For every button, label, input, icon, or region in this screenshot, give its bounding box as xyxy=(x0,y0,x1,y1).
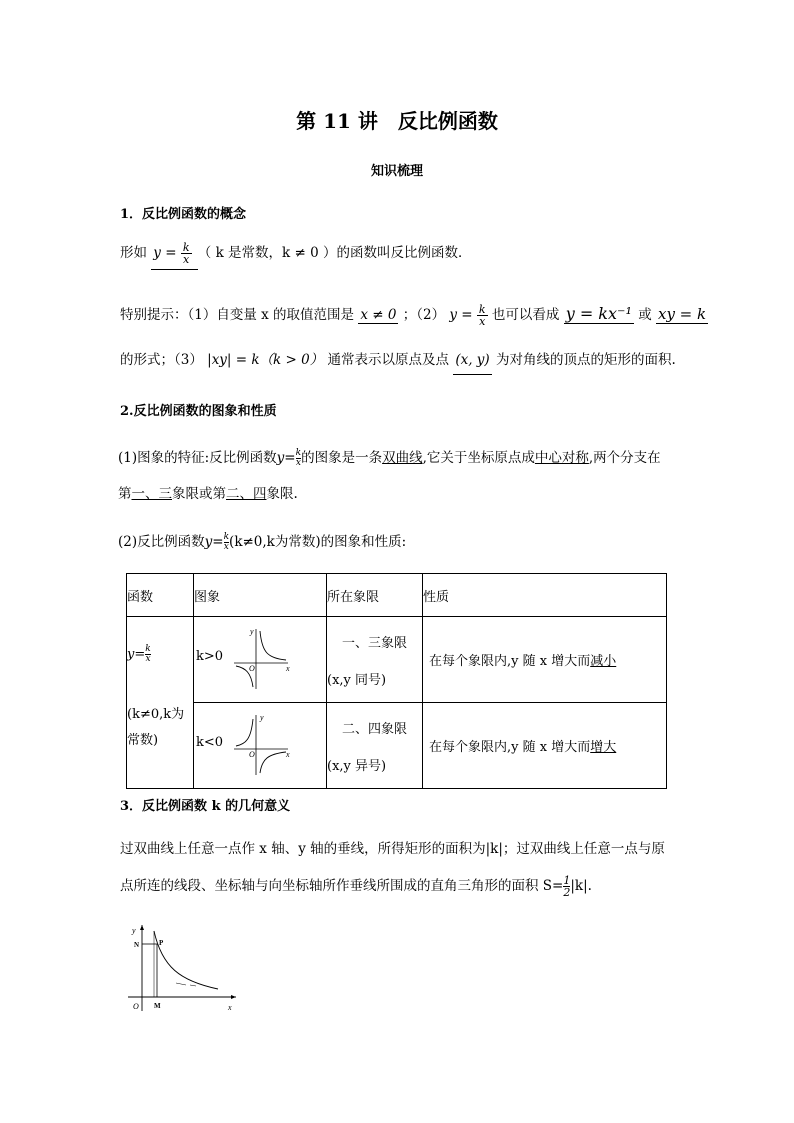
axis-y-label: y xyxy=(250,627,254,636)
table-row xyxy=(127,703,667,789)
tip-fraction: $\frac{k}{x}$ xyxy=(478,303,486,328)
p1-central-symmetry: 中心对称 xyxy=(534,450,589,466)
p1b-a: 第 xyxy=(118,486,132,502)
tip2-point: (x, y) xyxy=(453,352,491,375)
p2-text: 点所连的线段、坐标轴与向坐标轴所作垂线所围成的直角三角形的面积 S= xyxy=(120,878,564,894)
tip-c: 也可以看成 xyxy=(491,307,560,323)
p1-d: ,两个分支在 xyxy=(588,450,661,466)
header-quadrant: 所在象限 xyxy=(327,574,423,617)
quadrant-24: 二、四象限 xyxy=(341,721,407,737)
section3-p2 xyxy=(120,874,592,898)
page-title: 第 11 讲 反比例函数 xyxy=(296,109,498,133)
branch-q2 xyxy=(236,719,253,746)
fig-y-label: y xyxy=(132,926,136,935)
p1-a: (1)图象的特征:反比例函数 xyxy=(118,450,277,466)
function-cell xyxy=(127,617,194,789)
origin-label: O xyxy=(249,664,255,673)
tip2-abs-formula: |xy| = k（k > 0） xyxy=(207,352,324,368)
y-arrow-icon xyxy=(140,925,144,930)
graph-cell-negative xyxy=(194,703,327,789)
function-formula: y= $\frac{k}{x}$ xyxy=(127,644,151,664)
tip-x-range: x ≠ 0 xyxy=(360,307,397,323)
quadrant-13: 一、三象限 xyxy=(341,635,407,651)
axis-x-label: x xyxy=(286,664,290,673)
tip-line-1 xyxy=(120,303,708,327)
fig-p-label: P xyxy=(159,939,164,947)
p2-end: |k|. xyxy=(570,878,592,894)
tip-product-form: xy = k xyxy=(657,305,707,323)
p1-b: 的图象是一条 xyxy=(301,450,383,466)
tip2-a: 的形式；（3） xyxy=(120,352,203,368)
section3-p1: 过双曲线上任意一点作 x 轴、y 轴的垂线，所得矩形的面积为|k|；过双曲线上任意一点与原 xyxy=(120,841,665,857)
prop-negative-text: 在每个象限内,y 随 x 增大而 xyxy=(429,740,591,755)
p1b-c: 象限. xyxy=(266,486,298,502)
def-formula xyxy=(151,241,198,270)
section2-p1 xyxy=(118,446,661,468)
p2-a: (2)反比例函数 xyxy=(118,534,205,550)
function-condition: (k≠0,k为常数) xyxy=(127,707,185,748)
table-header-row xyxy=(127,574,667,617)
tip2-c: 为对角线的顶点的矩形的面积. xyxy=(495,352,676,368)
p2-b: (k≠0,k为常数)的图象和性质: xyxy=(229,534,407,550)
mark-2 xyxy=(190,985,196,986)
p1-c: ,它关于坐标原点成 xyxy=(422,450,535,466)
x-arrow-icon xyxy=(231,995,236,999)
fig-m-label: M xyxy=(154,1002,161,1010)
section2-p1b xyxy=(118,482,298,502)
tip-line-2 xyxy=(120,348,676,368)
p1b-b: 象限或第 xyxy=(172,486,226,502)
section2-p2 xyxy=(118,530,406,552)
fig-origin-label: O xyxy=(133,1002,139,1011)
geometric-meaning-figure xyxy=(118,915,243,1015)
prop-decrease: 减小 xyxy=(590,654,617,669)
header-property: 性质 xyxy=(423,574,667,617)
graph-cell-positive xyxy=(194,617,327,703)
prop-positive-text: 在每个象限内,y 随 x 增大而 xyxy=(429,654,591,669)
hyperbola-negative-graph xyxy=(232,711,292,777)
def-suffix: （ k 是常数，k ≠ 0 ）的函数叫反比例函数． xyxy=(197,245,472,261)
p1b-quadrant-13: 一、三 xyxy=(131,486,172,502)
tip-y: y = xyxy=(449,307,473,323)
def-y: y = xyxy=(153,245,177,261)
prop-increase: 增大 xyxy=(590,740,617,755)
p1-y: y= xyxy=(276,450,296,466)
p1-fraction: $\frac{k}{x}$ xyxy=(295,448,302,468)
p1b-quadrant-24: 二、四 xyxy=(226,486,267,502)
section1-heading: 1．反比例函数的概念 xyxy=(120,207,247,222)
axis-x-label: x xyxy=(286,750,290,759)
fig-n-label: N xyxy=(134,941,140,949)
half-fraction: $\frac{1}{2}$ xyxy=(563,874,571,899)
section-subtitle: 知识梳理 xyxy=(370,164,423,179)
header-graph: 图象 xyxy=(194,574,327,617)
tip-b: ；（2） xyxy=(402,307,446,323)
branch-q4 xyxy=(260,752,286,773)
properties-table xyxy=(126,573,667,789)
tip-a: 特别提示：（1）自变量 x 的取值范围是 xyxy=(120,307,355,323)
sign-same: (x,y 同号) xyxy=(327,672,387,688)
section2-heading: 2.反比例函数的图象和性质 xyxy=(120,404,277,419)
tip-power-form: y = kx⁻¹ xyxy=(565,304,632,323)
p1-hyperbola: 双曲线 xyxy=(382,450,423,466)
mark-1 xyxy=(176,983,186,985)
tip2-b: 通常表示以原点及点 xyxy=(327,352,450,368)
def-prefix: 形如 xyxy=(120,245,147,261)
cond-k-positive: k>0 xyxy=(196,649,224,664)
p2-fraction: $\frac{k}{x}$ xyxy=(223,532,230,552)
cond-k-negative: k<0 xyxy=(196,735,224,750)
tip-d: 或 xyxy=(638,307,652,323)
table-row xyxy=(127,617,667,703)
quadrant-cell-negative xyxy=(327,703,423,789)
section3-heading: 3．反比例函数 k 的几何意义 xyxy=(120,799,291,814)
property-cell-negative xyxy=(423,703,667,789)
definition-line xyxy=(120,241,472,265)
branch-q1 xyxy=(260,631,286,660)
fig-x-label: x xyxy=(228,1003,232,1012)
property-cell-positive xyxy=(423,617,667,703)
header-function: 函数 xyxy=(127,574,194,617)
quadrant-cell-positive xyxy=(327,617,423,703)
origin-label: O xyxy=(249,750,255,759)
sign-opposite: (x,y 异号) xyxy=(327,758,387,774)
p2-y: y= xyxy=(204,534,224,550)
axis-y-label: y xyxy=(260,713,264,722)
hyperbola-branch xyxy=(154,931,218,989)
def-fraction: $\frac{k}{x}$ xyxy=(182,241,190,266)
hyperbola-positive-graph xyxy=(232,625,292,691)
